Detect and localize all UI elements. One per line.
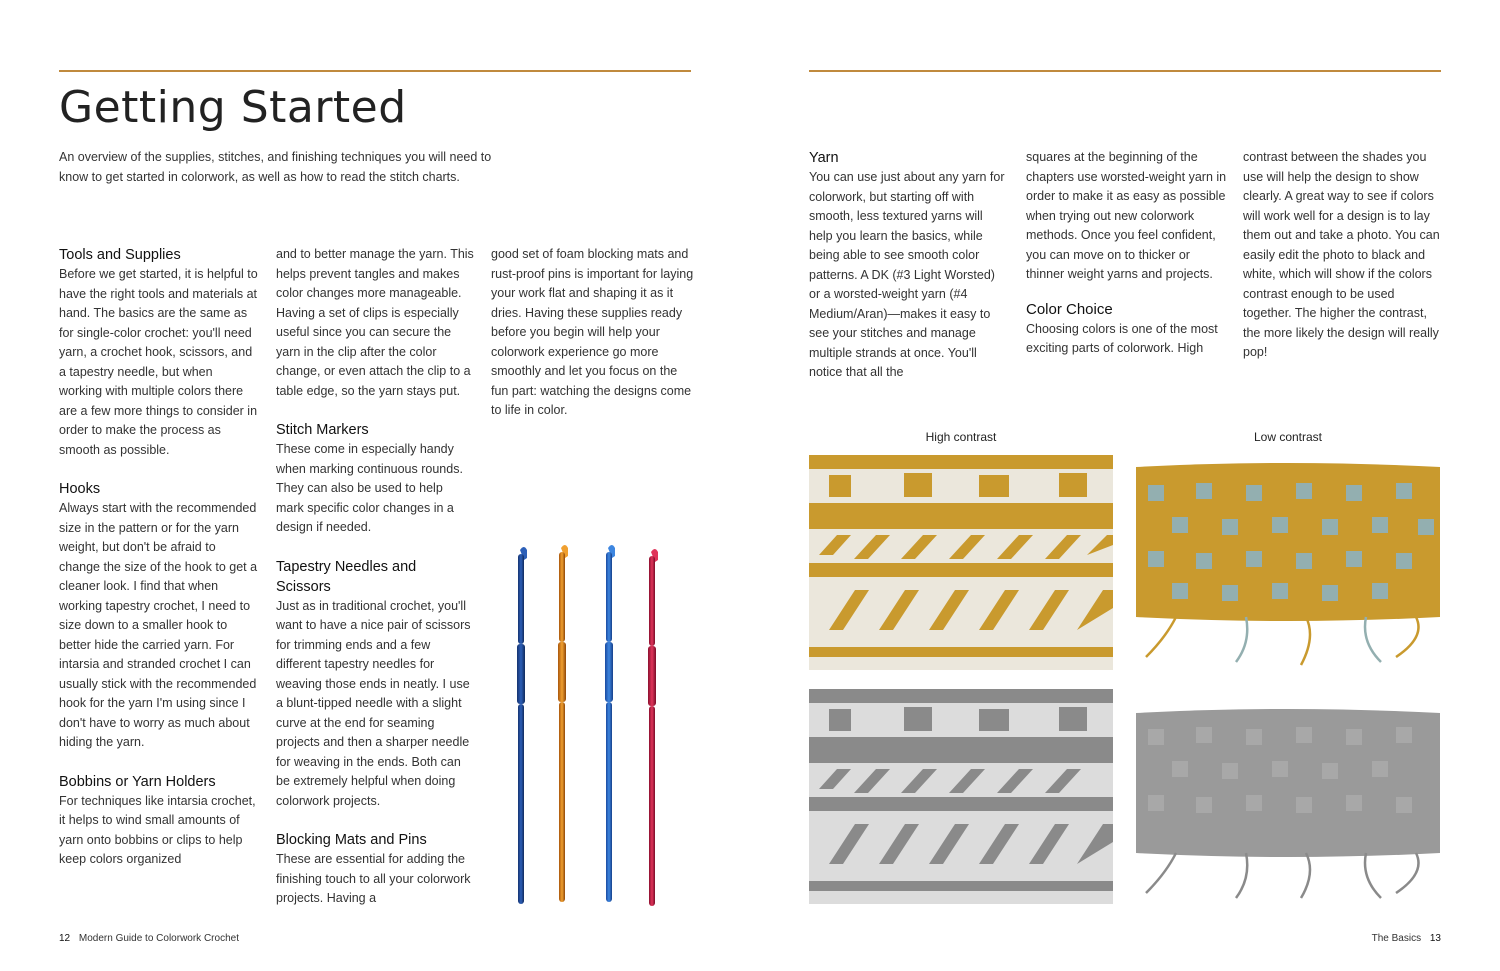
needles-heading: Tapestry Needles and Scissors	[276, 558, 417, 595]
left-column-3	[491, 245, 696, 440]
yarn-heading: Yarn	[809, 150, 839, 166]
tools-heading: Tools and Supplies	[59, 247, 181, 263]
bobbins-body-cont: and to better manage the yarn. This helps prevent tangles and makes color changes more manageable. Having a set of clips is especially useful since you can secure the yarn in the clip after the color change, or even attach the clip to a table edge, so the yarn stays put.	[276, 247, 474, 398]
hooks-body: Always start with the recommended size in the pattern or for the yarn weight, but don't be afraid to change the size of the hook to get a cleaner look. I find that when working tapestry crochet, I need to size down to a smaller hook to better hide the carried yarn. For intarsia and stranded crochet I can usually stick with the recommended hook for the yarn I'm using since I don't have to worry as much about hiding the yarn.	[59, 501, 258, 749]
blocking-body-cont: good set of foam blocking mats and rust-proof pins is important for laying your work flat and shaping it as it dries. Having these supplies ready before you begin will help your colorwork experience go more smoothly and let you focus on the fun part: watching the designs come to life in color.	[491, 247, 694, 417]
color-body: Choosing colors is one of the most exciting parts of colorwork. High	[1026, 321, 1218, 355]
tools-body: Before we get started, it is helpful to have the right tools and materials at hand. The basics are the same as for single-color crochet: you'll need yarn, a crochet hook, scissors, and a tapestry needle, but when working with multiple colors there are a few more things to consider in order to make the process as smooth as possible.	[59, 267, 258, 457]
yarn-body-cont: squares at the beginning of the chapters use worsted-weight yarn in order to make it as easy as possible when trying out new colorwork methods. Once you feel confident, you can move on to thicker or thinner weight yarns and projects.	[1026, 150, 1227, 281]
color-heading: Color Choice	[1026, 300, 1113, 318]
bobbins-body: For techniques like intarsia crochet, it helps to wind small amounts of yarn onto bobbins or clips to help keep colors organized	[59, 793, 256, 866]
intro-text: An overview of the supplies, stitches, and finishing techniques you will need to know to get started in colorwork, as well as how to read the stitch charts.	[59, 150, 492, 184]
left-top-rule	[59, 70, 691, 72]
right-footer	[1372, 933, 1441, 944]
color-body-cont: contrast between the shades you use will help the design to show clearly. A great way to see if colors will work well for a design is to lay them out and take a photo. You can easily edit the photo to black and white, which will show if the colors contrast enough to be used together. The higher the contrast, the more likely the design will really pop!	[1243, 150, 1440, 359]
left-column-1	[59, 245, 259, 889]
right-column-1	[809, 148, 1009, 402]
right-top-rule	[809, 70, 1441, 72]
right-column-3	[1243, 148, 1443, 382]
bobbins-heading: Bobbins or Yarn Holders	[59, 773, 216, 790]
crochet-hooks-image	[505, 540, 675, 910]
blocking-heading: Blocking Mats and Pins	[276, 832, 427, 848]
swatch-high-contrast-color	[809, 455, 1113, 670]
markers-body: These come in especially handy when marking continuous rounds. They can also be used to help mark specific color changes in a design if needed.	[276, 442, 463, 534]
yarn-body: You can use just about any yarn for colorwork, but starting off with smooth, less textured yarns will help you learn the basics, while being able to see smooth color patterns. A DK (#3 Light Worsted) or a worsted-weight yarn (#4 Medium/Aran)—makes it easy to see your stitches and manage multiple strands at once. You'll notice that all the	[809, 170, 1005, 379]
caption-low-contrast: Low contrast	[1253, 430, 1323, 444]
hooks-heading: Hooks	[59, 481, 101, 497]
left-footer	[59, 933, 239, 944]
swatch-low-contrast-color	[1136, 455, 1440, 670]
swatch-high-contrast-gray	[809, 689, 1113, 904]
right-column-2	[1026, 148, 1231, 378]
left-footer-text: Modern Guide to Colorwork Crochet	[78, 933, 239, 944]
blue-hook-2	[605, 545, 615, 902]
orange-hook	[558, 545, 568, 902]
left-page-number: 12	[59, 933, 71, 944]
needles-body: Just as in traditional crochet, you'll want to have a nice pair of scissors for trimming ends and a few different tapestry needles for weaving those ends in neatly. I use a blunt-tipped needle with a slight curve at the end for seaming projects and then a sharper needle for weaving in the ends. Both can be extremely helpful when doing colorwork projects.	[276, 598, 471, 808]
page-title: Getting Started	[59, 82, 407, 133]
swatch-low-contrast-gray	[1136, 689, 1440, 904]
blue-hook-1	[517, 547, 527, 904]
caption-high-contrast: High contrast	[925, 430, 997, 444]
blocking-body: These are essential for adding the finishing touch to all your colorwork projects. Having a	[276, 852, 471, 905]
right-page-number: 13	[1429, 933, 1441, 944]
markers-heading: Stitch Markers	[276, 422, 369, 438]
right-footer-text: The Basics	[1371, 933, 1422, 944]
red-hook	[648, 549, 658, 906]
left-column-2	[276, 245, 474, 928]
